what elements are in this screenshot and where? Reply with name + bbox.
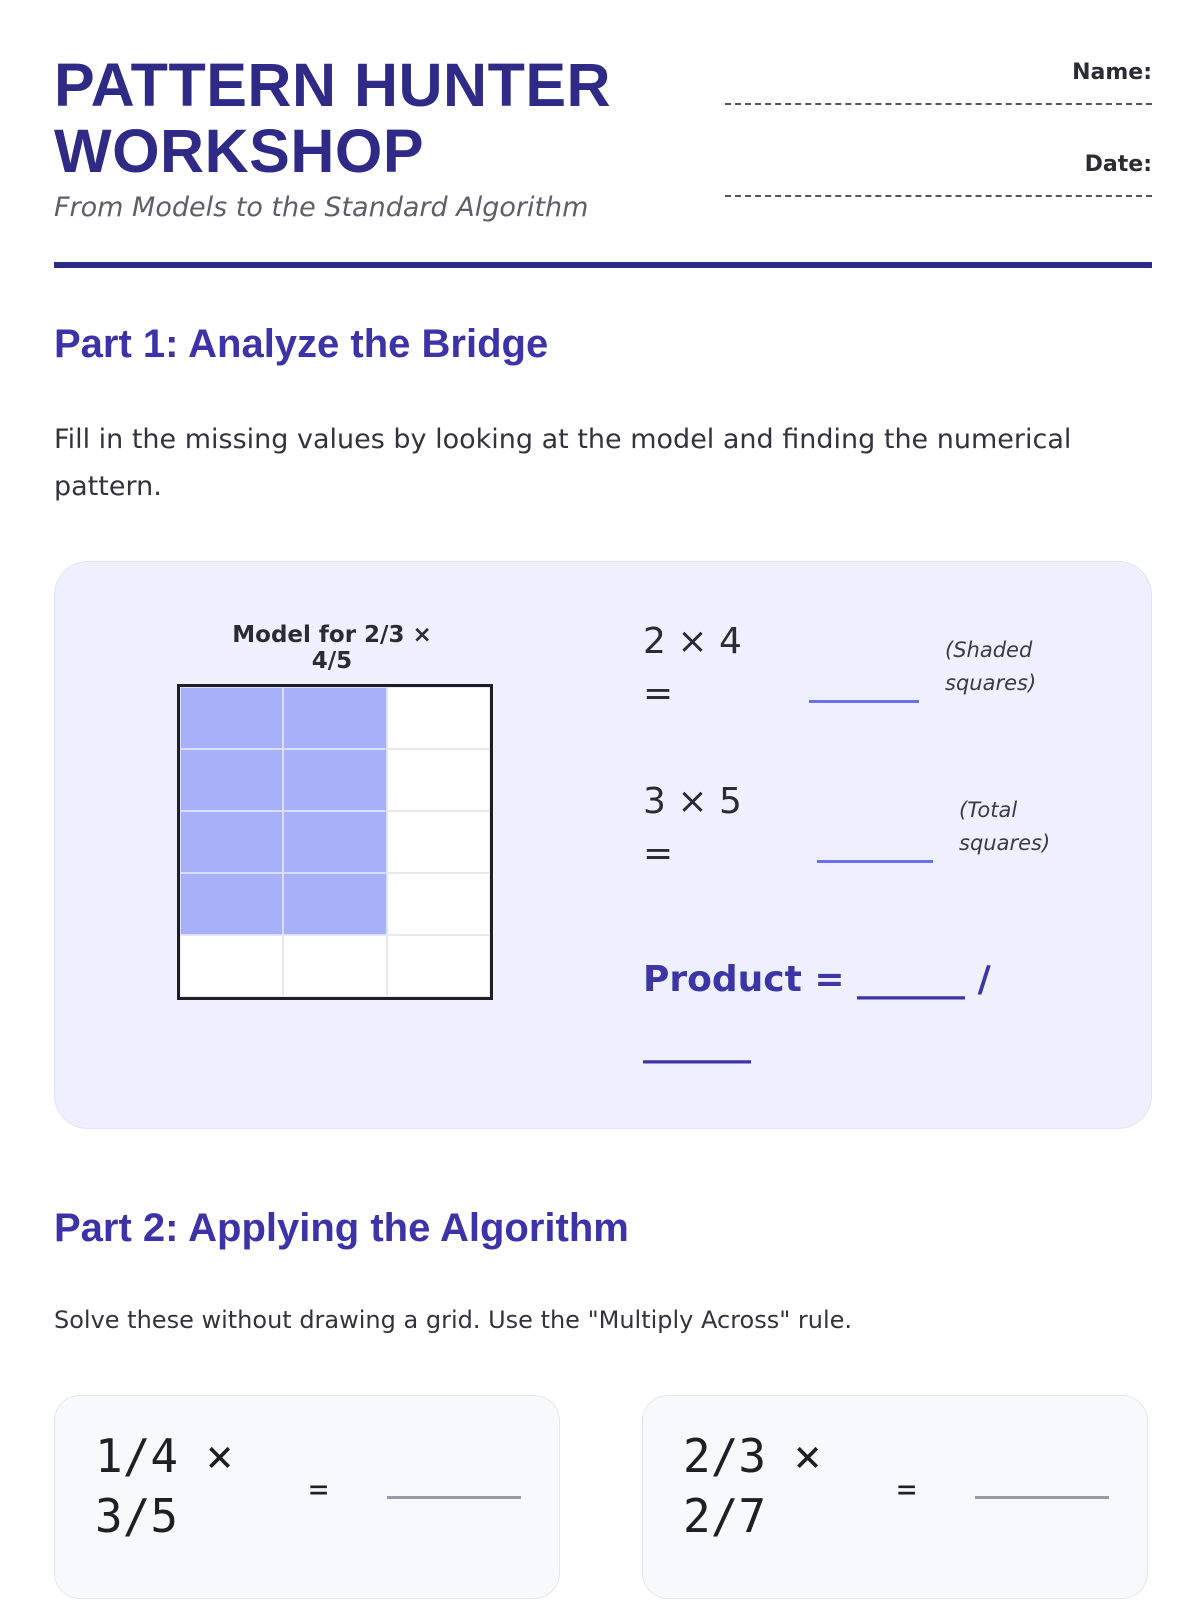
student-info xyxy=(722,52,1152,222)
worksheet-title xyxy=(54,52,611,184)
date-line[interactable] xyxy=(725,193,1152,197)
problem-card xyxy=(54,1395,560,1599)
total-equation: 3 × 5 = xyxy=(643,781,742,874)
total-answer-blank[interactable] xyxy=(817,860,933,863)
name-line[interactable] xyxy=(725,101,1152,105)
equals-sign: = xyxy=(897,1470,917,1508)
shaded-answer-blank[interactable] xyxy=(809,700,919,703)
problem-expression: 2/3 × 2/7 xyxy=(683,1429,822,1543)
title-line-2: WORKSHOP xyxy=(54,117,424,185)
date-field[interactable] xyxy=(722,152,1152,197)
product-line[interactable]: Product = ______ / ______ xyxy=(643,959,991,1064)
worksheet-header xyxy=(54,52,1152,264)
grid-cell xyxy=(387,811,490,873)
shaded-cell xyxy=(180,749,283,811)
shaded-note: (Shaded squares) xyxy=(945,638,1037,695)
part2-title: Part 2: Applying the Algorithm xyxy=(54,1206,629,1250)
date-label: Date: xyxy=(1084,152,1152,177)
answer-blank[interactable] xyxy=(975,1496,1109,1499)
shaded-cell xyxy=(180,873,283,935)
header-divider xyxy=(54,262,1152,268)
problem-expression: 1/4 × 3/5 xyxy=(95,1429,234,1543)
problem-card xyxy=(642,1395,1148,1599)
shaded-cell xyxy=(283,687,386,749)
grid-cell xyxy=(387,935,490,997)
name-label: Name: xyxy=(1072,60,1152,85)
part1-instructions: Fill in the missing values by looking at the model and finding the numerical pattern. xyxy=(54,424,1072,502)
title-line-1: PATTERN HUNTER xyxy=(54,51,612,119)
shaded-cell xyxy=(283,873,386,935)
worksheet-page xyxy=(54,0,1152,1600)
equals-sign: = xyxy=(309,1470,329,1508)
name-field[interactable] xyxy=(722,60,1152,105)
answer-blank[interactable] xyxy=(387,1496,521,1499)
total-note: (Total squares) xyxy=(959,798,1051,855)
worksheet-subtitle: From Models to the Standard Algorithm xyxy=(54,192,589,223)
grid-cell xyxy=(387,687,490,749)
grid-cell xyxy=(283,935,386,997)
grid-cell xyxy=(387,873,490,935)
shaded-cell xyxy=(283,811,386,873)
bridge-panel xyxy=(54,561,1152,1129)
shaded-cell xyxy=(283,749,386,811)
part1-title: Part 1: Analyze the Bridge xyxy=(54,322,549,366)
shaded-equation: 2 × 4 = xyxy=(643,621,742,714)
model-caption: Model for 2/3 × 4/5 xyxy=(232,622,432,674)
area-model-grid xyxy=(177,684,493,1000)
grid-cell xyxy=(180,935,283,997)
part2-instructions: Solve these without drawing a grid. Use the "Multiply Across" rule. xyxy=(54,1306,853,1334)
grid-cell xyxy=(387,749,490,811)
shaded-cell xyxy=(180,811,283,873)
shaded-cell xyxy=(180,687,283,749)
